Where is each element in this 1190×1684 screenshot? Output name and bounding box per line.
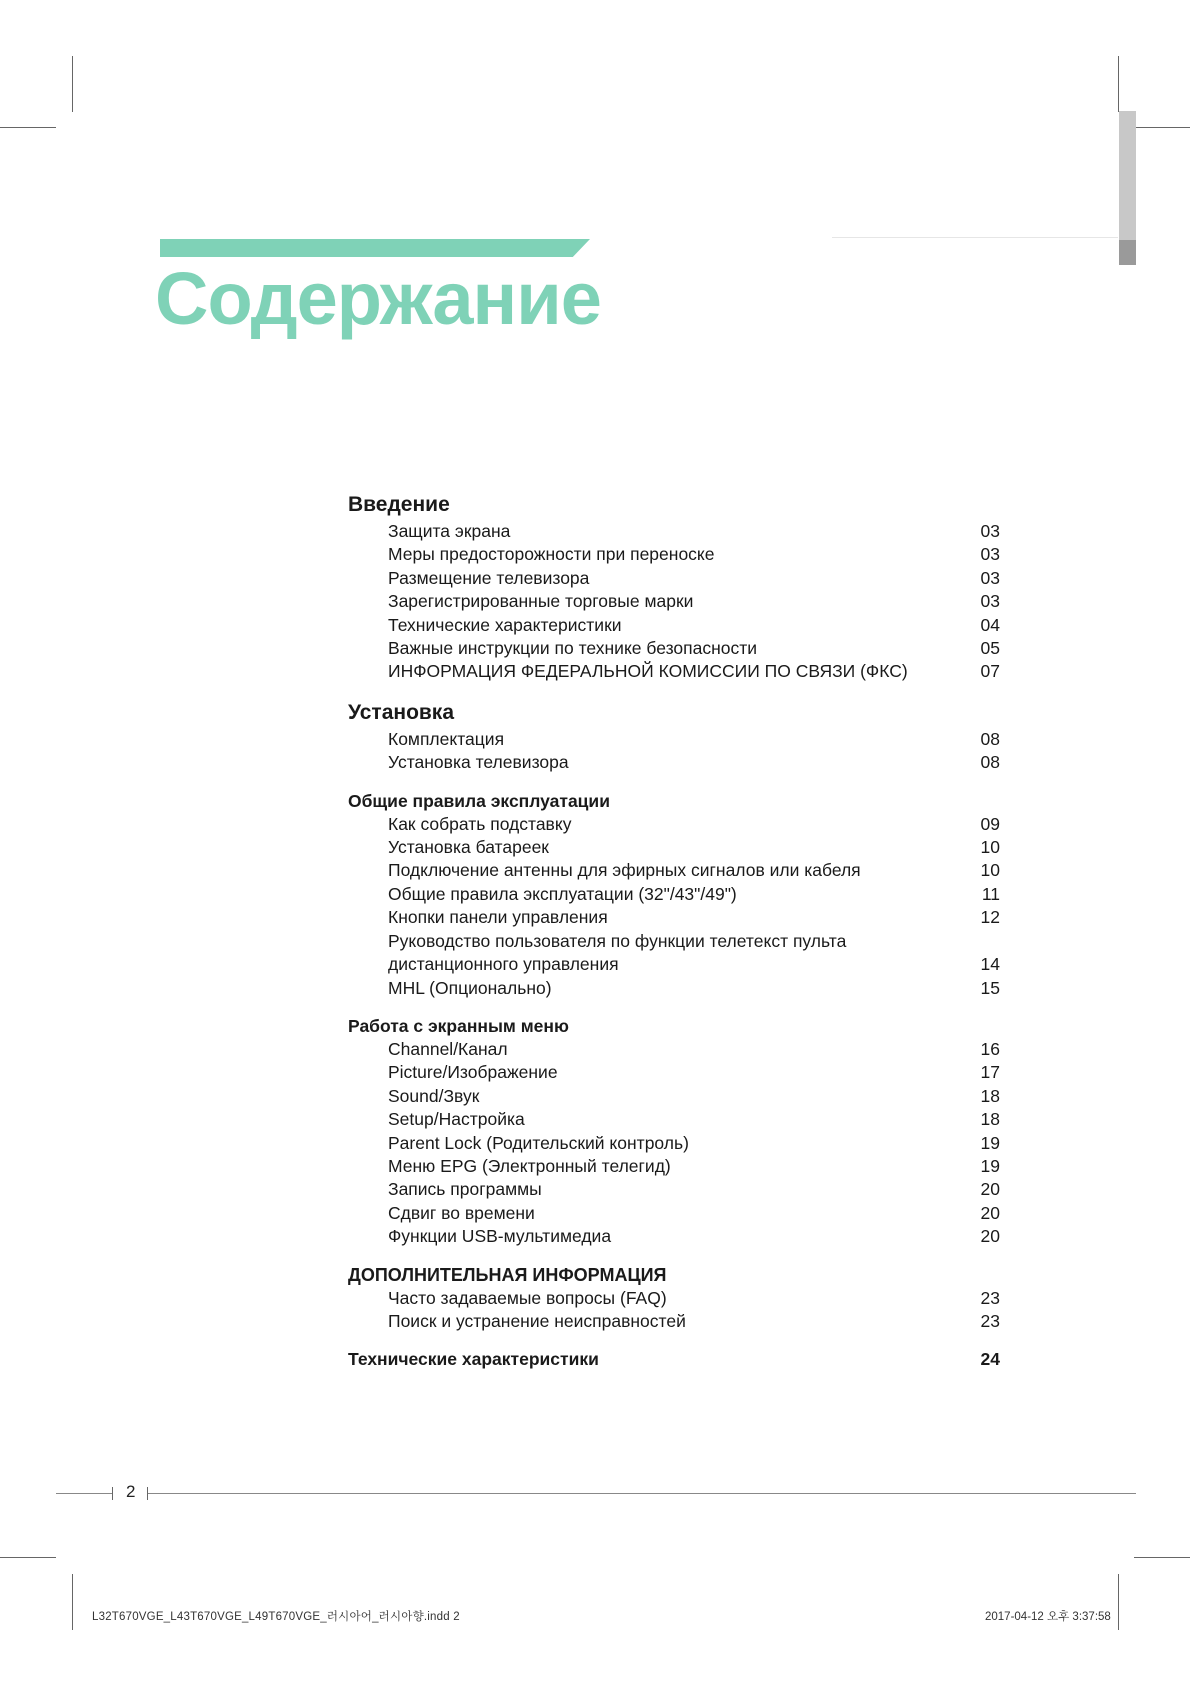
toc-item-label: Подключение антенны для эфирных сигналов или кабеля — [388, 860, 861, 881]
toc-item-page: 10 — [980, 860, 1000, 881]
crop-mark — [1118, 1574, 1119, 1630]
toc-section — [348, 1014, 1000, 1249]
toc-item-page: 14 — [980, 954, 1000, 975]
toc-item-label: Важные инструкции по технике безопасности — [388, 638, 758, 659]
toc-section — [348, 789, 1000, 1000]
toc-item-page: 20 — [980, 1226, 1000, 1247]
toc-item — [348, 859, 1000, 882]
toc-item-label: ИНФОРМАЦИЯ ФЕДЕРАЛЬНОЙ КОМИССИИ ПО СВЯЗИ (ФКС) — [388, 661, 908, 682]
toc-item-label: Комплектация — [388, 728, 505, 749]
toc-item-label: Технические характеристики — [388, 614, 622, 635]
toc-item-label: Сдвиг во времени — [388, 1202, 535, 1223]
toc-item-page: 12 — [980, 907, 1000, 928]
toc-item — [348, 1038, 1000, 1061]
crop-mark — [1134, 127, 1190, 128]
footer-tick — [112, 1487, 113, 1500]
toc-item-list — [348, 813, 1000, 1000]
footer-rule — [56, 1493, 112, 1494]
toc-section-heading: Общие правила эксплуатации — [348, 790, 610, 811]
crop-mark — [0, 127, 56, 128]
toc-item-page: 03 — [980, 521, 1000, 541]
toc-item-label: Установка батареек — [388, 837, 549, 858]
toc-item — [348, 590, 1000, 613]
toc-item — [348, 1225, 1000, 1248]
toc-item-page: 05 — [980, 638, 1000, 659]
toc-item-page: 19 — [980, 1132, 1000, 1153]
slug-filename: L32T670VGE_L43T670VGE_L49T670VGE_러시아어_러시아향.indd 2 — [92, 1611, 460, 1623]
toc-item-page: 11 — [981, 883, 1000, 904]
toc-item-label: Поиск и устранение неисправностей — [388, 1310, 686, 1331]
toc-item-page: 03 — [980, 567, 1000, 588]
toc-item — [348, 520, 1000, 543]
crop-mark — [0, 1557, 56, 1558]
page-number: 2 — [126, 1482, 136, 1501]
toc-item-label: Размещение телевизора — [388, 567, 590, 588]
toc-final-label: Технические характеристики — [348, 1349, 599, 1370]
toc-item-label: Channel/Канал — [388, 1038, 508, 1059]
toc-item — [348, 1287, 1000, 1310]
toc-item-label: Функции USB-мультимедиа — [388, 1226, 612, 1247]
toc-section-heading: Введение — [348, 493, 450, 516]
toc-item-label: Зарегистрированные торговые марки — [388, 591, 694, 612]
toc-item — [348, 1108, 1000, 1131]
toc-item-list — [348, 1038, 1000, 1249]
crop-mark — [1118, 56, 1119, 112]
toc-final-page: 24 — [980, 1349, 1000, 1370]
slug-timestamp: 2017-04-12 오후 3:37:58 — [985, 1611, 1111, 1623]
toc-item-label: Parent Lock (Родительский контроль) — [388, 1132, 689, 1153]
toc-item-label: Установка телевизора — [388, 752, 569, 773]
toc-item — [348, 614, 1000, 637]
toc-item — [348, 836, 1000, 859]
toc-section-heading: Работа с экранным меню — [348, 1015, 569, 1036]
toc-item-label: Руководство пользователя по функции телетекст пульта дистанционного управления — [388, 930, 847, 975]
toc-item-label: Часто задаваемые вопросы (FAQ) — [388, 1287, 667, 1308]
toc-item-label: Меню EPG (Электронный телегид) — [388, 1155, 671, 1176]
toc-item-label: Защита экрана — [388, 521, 511, 541]
toc-item-page: 09 — [980, 813, 1000, 834]
toc-item — [348, 1061, 1000, 1084]
toc-item-label: Sound/Звук — [388, 1085, 480, 1106]
footer-rule — [148, 1493, 1136, 1494]
toc-item-page: 23 — [980, 1287, 1000, 1308]
toc-item-page: 23 — [980, 1310, 1000, 1331]
toc-item — [348, 1178, 1000, 1201]
toc-item-page: 19 — [980, 1155, 1000, 1176]
toc-section-heading: ДОПОЛНИТЕЛЬНАЯ ИНФОРМАЦИЯ — [348, 1264, 667, 1285]
crop-mark — [72, 56, 73, 112]
toc-item-label: Кнопки панели управления — [388, 907, 608, 928]
toc-item-page: 17 — [980, 1062, 1000, 1083]
toc-item-page: 10 — [980, 837, 1000, 858]
toc-item-page: 15 — [980, 977, 1000, 998]
toc-item-page: 04 — [980, 614, 1000, 635]
toc-item — [348, 1202, 1000, 1225]
crop-mark — [1134, 1557, 1190, 1558]
toc-item — [348, 1155, 1000, 1178]
table-of-contents — [348, 490, 1000, 1371]
toc-item-list — [348, 1287, 1000, 1334]
toc-item-label: Как собрать подставку — [388, 813, 572, 834]
toc-item — [348, 543, 1000, 566]
toc-item-label: Picture/Изображение — [388, 1062, 558, 1083]
toc-item-page: 16 — [980, 1038, 1000, 1059]
toc-item-page: 20 — [980, 1202, 1000, 1223]
toc-section — [348, 1263, 1000, 1334]
toc-section — [348, 698, 1000, 775]
toc-item — [348, 660, 1000, 683]
toc-item — [348, 751, 1000, 774]
toc-item-page: 07 — [980, 661, 1000, 682]
toc-item-page: 18 — [980, 1085, 1000, 1106]
toc-item — [348, 813, 1000, 836]
toc-item — [348, 906, 1000, 929]
toc-section-heading: Установка — [348, 700, 454, 724]
toc-item-page: 20 — [980, 1179, 1000, 1200]
toc-item-page: 18 — [980, 1109, 1000, 1130]
toc-item-page: 03 — [980, 591, 1000, 612]
toc-item-list — [348, 728, 1000, 775]
toc-item-label: MHL (Опционально) — [388, 977, 552, 998]
color-bar-dark — [1119, 240, 1136, 265]
page-title: Содержание — [155, 257, 601, 340]
toc-item-label: Запись программы — [388, 1179, 542, 1200]
toc-item-page: 03 — [980, 544, 1000, 565]
toc-section — [348, 490, 1000, 684]
toc-item — [348, 567, 1000, 590]
toc-item-page: 08 — [980, 728, 1000, 749]
toc-item — [348, 883, 1000, 906]
crop-mark — [72, 1574, 73, 1630]
toc-final-entry — [348, 1347, 1000, 1371]
toc-item-label: Setup/Настройка — [388, 1109, 525, 1130]
toc-item — [348, 977, 1000, 1000]
toc-item — [348, 1132, 1000, 1155]
toc-item — [348, 1085, 1000, 1108]
header-hairline — [832, 237, 1118, 238]
title-accent-band — [160, 239, 590, 257]
toc-item-page: 08 — [980, 752, 1000, 773]
toc-item-label: Меры предосторожности при переноске — [388, 544, 715, 565]
toc-item — [348, 930, 1000, 977]
toc-item — [348, 1310, 1000, 1333]
toc-item — [348, 637, 1000, 660]
toc-item-list — [348, 520, 1000, 684]
toc-item — [348, 728, 1000, 751]
toc-item-label: Общие правила эксплуатации (32"/43"/49") — [388, 883, 737, 904]
